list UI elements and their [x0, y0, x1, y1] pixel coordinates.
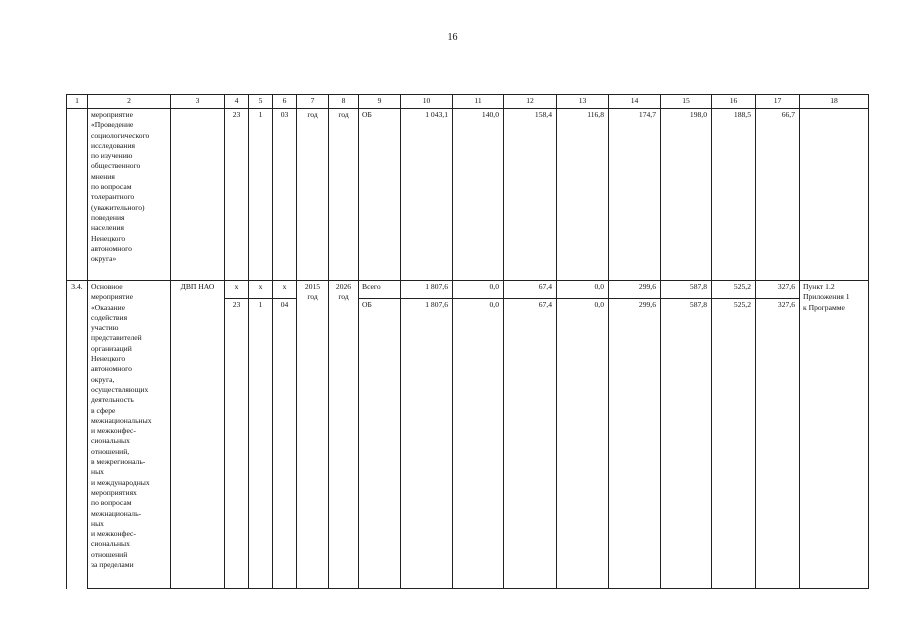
header-cell: 6 — [273, 95, 297, 109]
budget-table — [66, 94, 869, 589]
activity-description: Основное мероприятие «Оказание содействия участию представителей организаций Ненецкого автономного округа, осуществляющих деятельность в сфере межнациональных и межконфес- сиональных отношений, в межрегиональ- ных и международных мероприятиях по вопросам межнациональ- ных и межконфес- сиональных отношений за пределами — [88, 281, 171, 589]
header-cell: 8 — [329, 95, 359, 109]
table-row — [67, 281, 869, 299]
value-cell: 299,6 — [609, 281, 661, 299]
code-cell: 04 — [273, 299, 297, 589]
header-cell: 13 — [557, 95, 609, 109]
page-number: 16 — [447, 32, 458, 43]
header-cell: 4 — [225, 95, 249, 109]
header-cell: 5 — [249, 95, 273, 109]
code-cell: 23 — [225, 109, 249, 281]
header-row — [67, 95, 869, 109]
header-cell: 11 — [453, 95, 504, 109]
value-cell: 525,2 — [712, 299, 756, 589]
code-cell: 03 — [273, 109, 297, 281]
header-cell: 1 — [67, 95, 88, 109]
year-start-cell: 2015 год — [297, 281, 329, 589]
value-cell: 140,0 — [453, 109, 504, 281]
header-cell: 3 — [171, 95, 225, 109]
value-cell: 158,4 — [504, 109, 557, 281]
code-cell: 1 — [249, 299, 273, 589]
executor-cell: ДВП НАО — [171, 281, 225, 589]
value-cell: 0,0 — [453, 281, 504, 299]
code-cell: 23 — [225, 299, 249, 589]
year-end-cell: 2026 год — [329, 281, 359, 589]
funding-source-cell: ОБ — [359, 299, 401, 589]
code-cell: x — [225, 281, 249, 299]
year-end-cell: год — [329, 109, 359, 281]
executor-cell — [171, 109, 225, 281]
code-cell: x — [273, 281, 297, 299]
value-cell: 0,0 — [453, 299, 504, 589]
value-cell: 188,5 — [712, 109, 756, 281]
value-cell: 1 043,1 — [401, 109, 453, 281]
header-cell: 18 — [800, 95, 869, 109]
row-number: 3.4. — [67, 281, 88, 589]
value-cell: 116,8 — [557, 109, 609, 281]
row-number — [67, 109, 88, 281]
value-cell: 198,0 — [661, 109, 712, 281]
header-cell: 12 — [504, 95, 557, 109]
header-cell: 9 — [359, 95, 401, 109]
value-cell: 587,8 — [661, 281, 712, 299]
header-cell: 7 — [297, 95, 329, 109]
value-cell: 67,4 — [504, 299, 557, 589]
value-cell: 1 807,6 — [401, 299, 453, 589]
value-cell: 66,7 — [756, 109, 800, 281]
year-start-cell: год — [297, 109, 329, 281]
header-cell: 15 — [661, 95, 712, 109]
funding-source-cell: Всего — [359, 281, 401, 299]
activity-description: мероприятие «Проведение социологического исследования по изучению общественного мнения по вопросам толерантного (уважительного) поведения населения Ненецкого автономного округа» — [88, 109, 171, 281]
value-cell: 525,2 — [712, 281, 756, 299]
value-cell: 327,6 — [756, 299, 800, 589]
value-cell: 67,4 — [504, 281, 557, 299]
header-cell: 10 — [401, 95, 453, 109]
header-cell: 16 — [712, 95, 756, 109]
funding-source-cell: ОБ — [359, 109, 401, 281]
value-cell: 0,0 — [557, 299, 609, 589]
value-cell: 587,8 — [661, 299, 712, 589]
header-cell: 2 — [88, 95, 171, 109]
value-cell: 0,0 — [557, 281, 609, 299]
code-cell: 1 — [249, 109, 273, 281]
note-cell — [800, 109, 869, 281]
value-cell: 299,6 — [609, 299, 661, 589]
note-cell: Пункт 1.2 Приложения 1 к Программе — [800, 281, 869, 589]
value-cell: 327,6 — [756, 281, 800, 299]
value-cell: 174,7 — [609, 109, 661, 281]
header-cell: 14 — [609, 95, 661, 109]
header-cell: 17 — [756, 95, 800, 109]
table-row — [67, 109, 869, 281]
code-cell: x — [249, 281, 273, 299]
value-cell: 1 807,6 — [401, 281, 453, 299]
